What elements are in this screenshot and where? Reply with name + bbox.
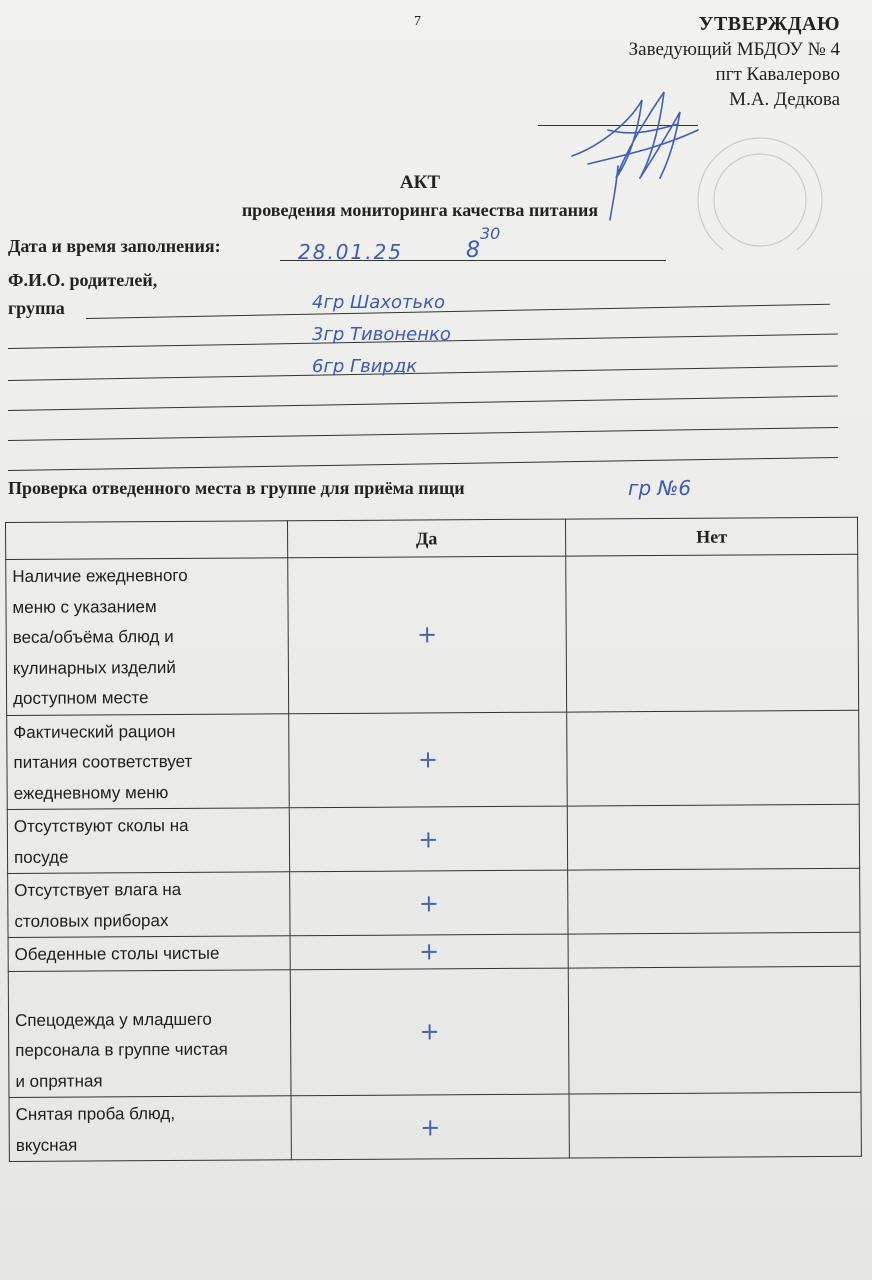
header-no: Нет — [565, 517, 857, 556]
group-line-6 — [8, 457, 838, 471]
criterion-cell — [6, 558, 289, 715]
no-cell — [568, 932, 860, 967]
criterion-line: персонала в группе чистая — [15, 1039, 228, 1060]
section-handwritten-note: гр №6 — [628, 476, 692, 500]
yes-cell — [290, 934, 568, 969]
checklist-table — [5, 517, 861, 1155]
approval-name: М.А. Дедкова — [729, 89, 840, 110]
group-line-5 — [8, 427, 838, 441]
no-cell — [569, 1092, 861, 1158]
criterion-line: питания соответствует — [13, 751, 193, 772]
yes-mark: + — [418, 824, 439, 853]
criterion-line: вкусная — [15, 1135, 78, 1155]
criterion-line: Спецодежда у младшего — [14, 1009, 212, 1030]
section-title: Проверка отведенного места в группе для приёма пищи — [8, 478, 465, 498]
yes-cell — [291, 1094, 569, 1160]
yes-mark: + — [417, 620, 438, 649]
criterion-line: Обеденные столы чистые — [14, 943, 220, 964]
group-line-4 — [8, 396, 838, 411]
criterion-cell — [7, 713, 290, 809]
no-cell — [567, 804, 859, 870]
group-line-3 — [8, 366, 838, 381]
no-cell — [568, 966, 861, 1094]
criterion-cell — [8, 936, 290, 971]
no-cell — [568, 868, 860, 934]
criterion-line: ежедневному меню — [13, 782, 169, 803]
yes-mark: + — [418, 937, 440, 966]
header-criterion — [6, 521, 288, 560]
approval-position: Заведующий МБДОУ № 4 — [628, 39, 840, 60]
yes-mark: + — [419, 1017, 440, 1046]
criterion-line: меню с указанием — [12, 596, 157, 617]
table-row — [7, 710, 860, 810]
yes-cell — [290, 870, 568, 936]
yes-cell — [289, 806, 567, 872]
document-title: АКТ — [399, 172, 441, 193]
criterion-cell — [7, 808, 289, 874]
header-yes: Да — [287, 519, 565, 558]
parents-label: Ф.И.О. родителей, — [8, 270, 158, 290]
yes-mark: + — [417, 745, 439, 774]
table-row — [6, 554, 859, 715]
criterion-line: Отсутствуют сколы на — [13, 815, 189, 836]
yes-cell — [290, 968, 569, 1096]
date-time-label: Дата и время заполнения: — [8, 236, 221, 256]
criterion-line: Снятая проба блюд, — [15, 1103, 176, 1124]
yes-mark: + — [418, 888, 439, 917]
yes-mark: + — [420, 1112, 441, 1141]
table-row — [8, 932, 860, 971]
approval-heading: УТВЕРЖДАЮ — [698, 13, 840, 35]
criterion-line: Фактический рацион — [13, 721, 176, 742]
criterion-line: и опрятная — [15, 1070, 103, 1091]
document-subtitle: проведения мониторинга качества питания — [241, 200, 599, 220]
criterion-cell — [8, 969, 291, 1097]
group-label: группа — [8, 298, 65, 318]
criterion-line: посуде — [13, 847, 69, 867]
time-hour: 8 — [466, 238, 480, 263]
time-minutes: 30 — [480, 224, 501, 243]
yes-cell — [288, 556, 567, 713]
criterion-line: кулинарных изделий — [12, 657, 176, 678]
criterion-cell — [8, 872, 290, 938]
criterion-line: Отсутствует влага на — [14, 879, 182, 900]
table-row — [8, 868, 860, 937]
table-row — [7, 804, 859, 873]
criterion-line: доступном месте — [13, 688, 149, 708]
criterion-line: Наличие ежедневного — [12, 565, 188, 586]
signature — [520, 60, 840, 250]
page-number: 7 — [414, 14, 421, 29]
parent-entry-2: 3гр Тивоненко — [312, 324, 451, 345]
parent-entry-3: 6гр Гвирдк — [312, 356, 418, 377]
no-cell — [566, 554, 859, 711]
date-value: 28.01.25 — [298, 240, 404, 264]
criterion-line: веса/объёма блюд и — [12, 626, 174, 647]
criterion-cell — [9, 1096, 291, 1162]
table-row — [8, 966, 861, 1098]
criterion-line: столовых приборах — [14, 910, 169, 931]
parent-entry-1: 4гр Шахотько — [312, 292, 445, 313]
no-cell — [567, 710, 860, 806]
approval-locality: пгт Кавалерово — [715, 64, 840, 85]
table-row — [9, 1092, 861, 1161]
yes-cell — [289, 712, 568, 808]
stamp — [698, 138, 822, 250]
table-header-row — [6, 517, 858, 559]
group-line-1 — [86, 304, 830, 319]
